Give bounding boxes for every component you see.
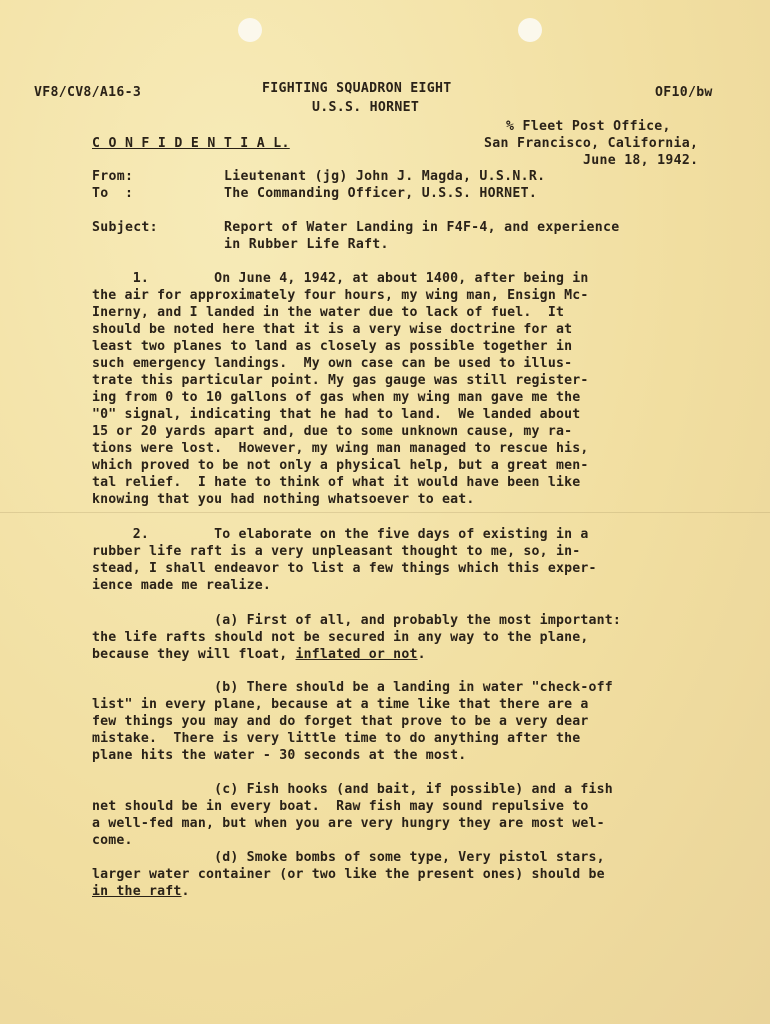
paragraph-line: knowing that you had nothing whatsoever to eat. [92, 492, 475, 507]
paragraph-1 [92, 270, 732, 508]
underlined-emphasis: inflated or not [295, 647, 418, 662]
paragraph-line: net should be in every boat. Raw fish may sound repulsive to [92, 799, 589, 814]
paragraph-line: (b) There should be a landing in water "check-off [92, 680, 613, 695]
paragraph-line: Inerny, and I landed in the water due to lack of fuel. It [92, 305, 565, 320]
paragraph-line: 1. On June 4, 1942, at about 1400, after being in [92, 271, 589, 286]
ship-name: U.S.S. HORNET [312, 100, 420, 115]
paragraph-line: 2. To elaborate on the five days of existing in a [92, 527, 589, 542]
subject-line1: Report of Water Landing in F4F-4, and experience [224, 220, 620, 235]
paragraph-line: (c) Fish hooks (and bait, if possible) and a fish [92, 782, 613, 797]
address-line1: % Fleet Post Office, [506, 119, 671, 134]
punch-hole-right [518, 18, 542, 42]
paragraph-line: such emergency landings. My own case can be used to illus- [92, 356, 573, 371]
paragraph-line: ience made me realize. [92, 578, 272, 593]
squadron-title: FIGHTING SQUADRON EIGHT [262, 81, 452, 96]
paragraph-line [92, 646, 732, 663]
paragraph-line: stead, I shall endeavor to list a few things which this exper- [92, 561, 597, 576]
paragraph-line: mistake. There is very little time to do anything after the [92, 731, 581, 746]
paragraph-line: (a) First of all, and probably the most important: [92, 613, 622, 628]
paragraph-line: 15 or 20 yards apart and, due to some unknown cause, my ra- [92, 424, 573, 439]
letter-date: June 18, 1942. [583, 153, 699, 168]
paragraph-line: rubber life raft is a very unpleasant thought to me, so, in- [92, 544, 581, 559]
item-c [92, 781, 732, 849]
paragraph-line: which proved to be not only a physical help, but a great men- [92, 458, 589, 473]
paragraph-line: few things you may and do forget that prove to be a very dear [92, 714, 589, 729]
punch-hole-left [238, 18, 262, 42]
from-label: From: [92, 169, 134, 184]
paragraph-2 [92, 526, 732, 594]
item-d-punct: . [181, 884, 190, 899]
paragraph-line: a well-fed man, but when you are very hungry they are most wel- [92, 816, 605, 831]
paragraph-line: plane hits the water - 30 seconds at the most. [92, 748, 467, 763]
paragraph-line: list" in every plane, because at a time like that there are a [92, 697, 589, 712]
item-a-punct: . [417, 647, 426, 662]
paragraph-line: tal relief. I hate to think of what it would have been like [92, 475, 581, 490]
subject-label: Subject: [92, 220, 158, 235]
paragraph-line: the life rafts should not be secured in any way to the plane, [92, 630, 589, 645]
item-d [92, 849, 732, 900]
to-value: The Commanding Officer, U.S.S. HORNET. [224, 186, 538, 201]
item-a-text: because they will float, [92, 647, 296, 662]
page-fold [0, 512, 770, 513]
paragraph-line: tions were lost. However, my wing man managed to rescue his, [92, 441, 589, 456]
paragraph-line: (d) Smoke bombs of some type, Very pistol stars, [92, 850, 605, 865]
classification-stamp: C O N F I D E N T I A L. [92, 136, 290, 151]
from-value: Lieutenant (jg) John J. Magda, U.S.N.R. [224, 169, 546, 184]
paragraph-line: larger water container (or two like the present ones) should be [92, 867, 605, 882]
paragraph-line: trate this particular point. My gas gauge was still register- [92, 373, 589, 388]
paragraph-line: "0" signal, indicating that he had to land. We landed about [92, 407, 581, 422]
reference-code: OF10/bw [655, 85, 713, 100]
file-code: VF8/CV8/A16-3 [34, 85, 142, 100]
paragraph-line: least two planes to land as closely as possible together in [92, 339, 573, 354]
paragraph-line: the air for approximately four hours, my wing man, Ensign Mc- [92, 288, 589, 303]
paragraph-line: ing from 0 to 10 gallons of gas when my wing man gave me the [92, 390, 581, 405]
subject-line2: in Rubber Life Raft. [224, 237, 389, 252]
underlined-emphasis: in the raft [92, 884, 182, 899]
address-line2: San Francisco, California, [484, 136, 699, 151]
paragraph-line: should be noted here that it is a very wise doctrine for at [92, 322, 573, 337]
item-a [92, 612, 732, 663]
paragraph-line [92, 883, 732, 900]
paragraph-line: come. [92, 833, 133, 848]
to-label: To : [92, 186, 134, 201]
item-b [92, 679, 732, 764]
